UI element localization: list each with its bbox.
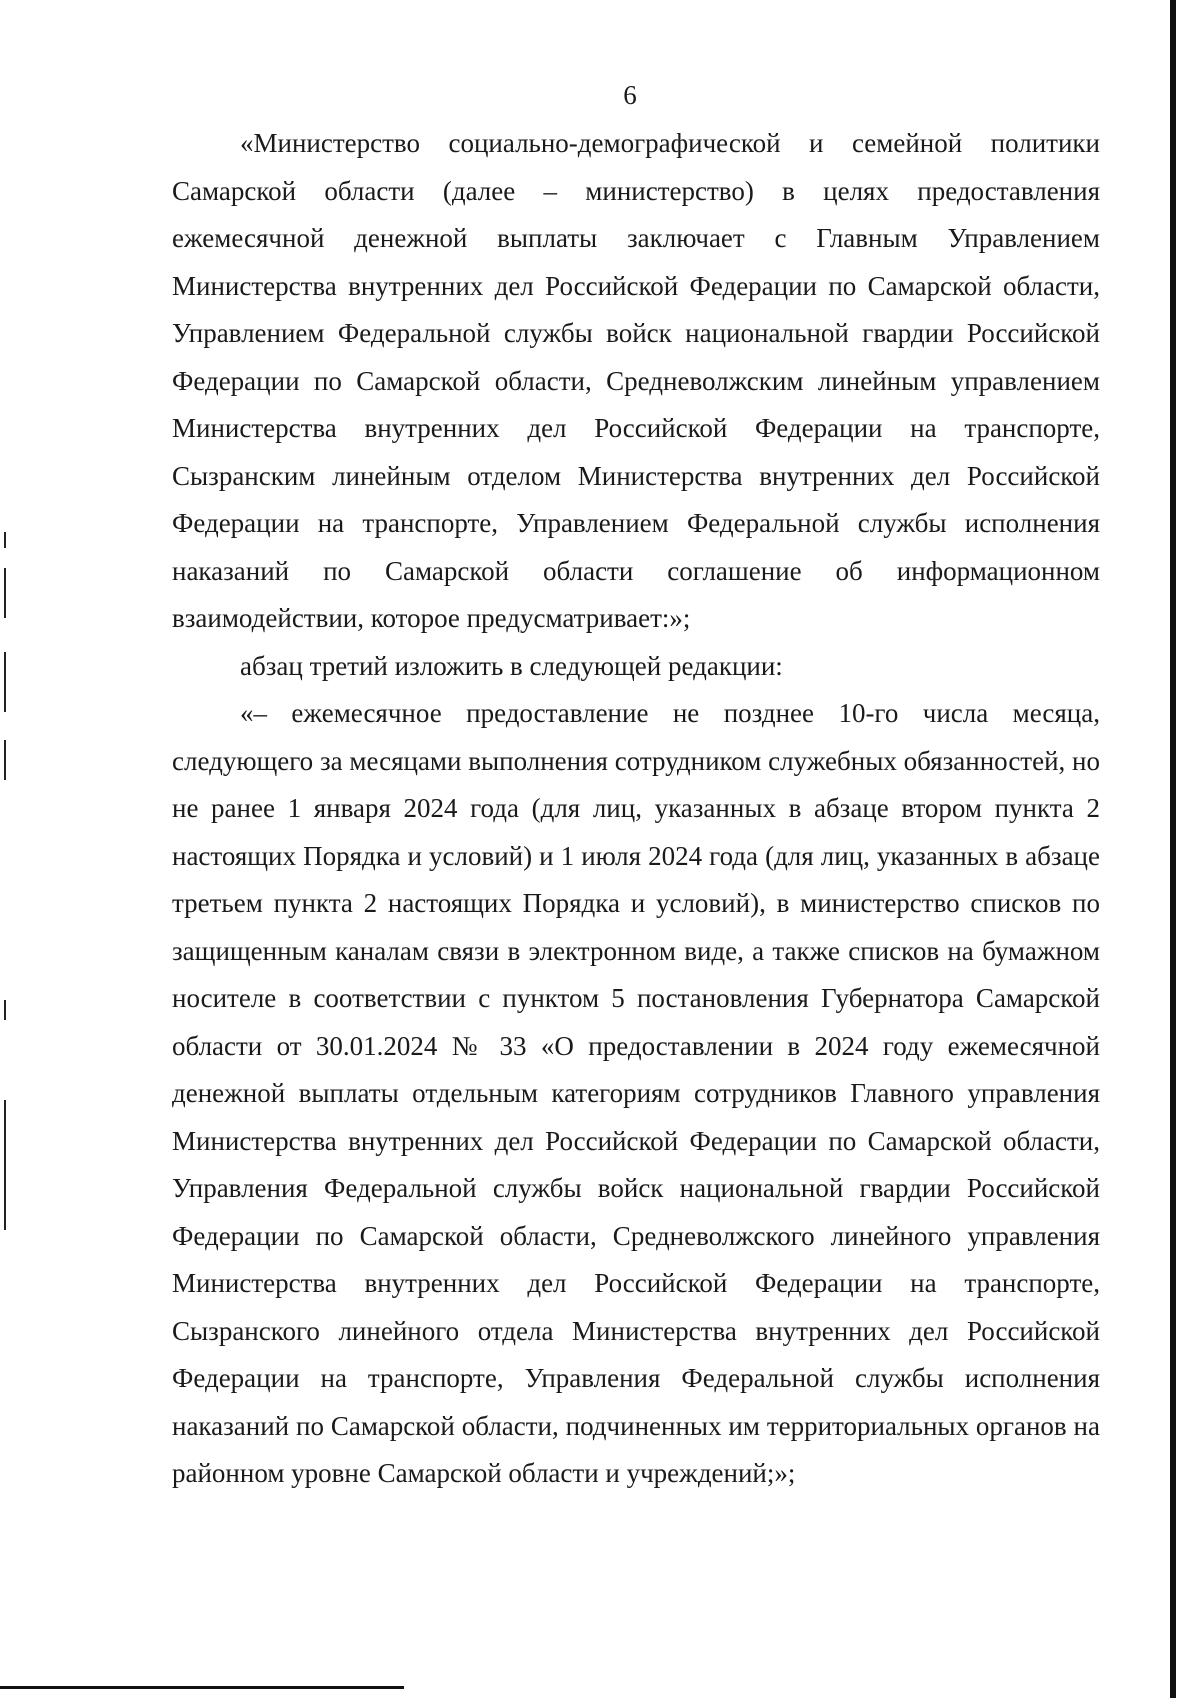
paragraph-new-wording: «– ежемесячное предоставление не позднее 10-го числа месяца, следующего за месяцами выполнения сотрудником служебных обязанностей, но не ранее 1 января 2024 года (для лиц, указанных в абзаце втором пункта 2 настоящих Порядка и условий) и 1 июля 2024 года (для лиц, указанных в абзаце третьем пункта 2 настоящих Порядка и условий), в министерство списков по защищенным каналам связи в электронном виде, а также списков на бумажном носителе в соответствии с пунктом 5 постановления Губернатора Самарской области от 30.01.2024 № 33 «О предоставлении в 2024 году ежемесячной денежной выплаты отдельным категориям сотрудников Главного управления Министерства внутренних дел Российской Федерации по Самарской области, Управления Федеральной службы войск национальной гвардии Российской Федерации по Самарской области, Средневолжского линейного управления Министерства внутренних дел Российской Федерации на транспорте, Сызранского линейного отдела Министерства внутренних дел Российской Федерации на транспорте, Управления Федеральной службы исполнения наказаний по Самарской области, подчиненных им территориальных органов на районном уровне Самарской области и учреждений;»;: [172, 698, 1100, 1488]
paragraph-instruction: абзац третий изложить в следующей редакции:: [240, 650, 783, 681]
scan-margin-mark: [4, 740, 6, 780]
scan-margin-mark: [4, 532, 6, 548]
scan-margin-mark: [4, 1100, 6, 1230]
scan-margin-mark: [4, 652, 6, 712]
footnote-divider: [0, 1686, 404, 1689]
document-body: [172, 120, 1100, 1498]
scan-margin-mark: [4, 1000, 6, 1020]
page-number: 6: [623, 80, 637, 110]
scan-margin-mark: [4, 568, 6, 618]
scan-right-edge: [1170, 0, 1176, 1698]
paragraph-agreement: «Министерство социально-демографической и семейной политики Самарской области (далее – министерство) в целях предоставления ежемесячной денежной выплаты заключает с Главным Управлением Министерства внутренних дел Российской Федерации по Самарской области, Управлением Федеральной службы войск национальной гвардии Российской Федерации по Самарской области, Средневолжским линейным управлением Министерства внутренних дел Российской Федерации на транспорте, Сызранским линейным отделом Министерства внутренних дел Российской Федерации на транспорте, Управлением Федеральной службы исполнения наказаний по Самарской области соглашение об информационном взаимодействии, которое предусматривает:»;: [172, 128, 1100, 633]
